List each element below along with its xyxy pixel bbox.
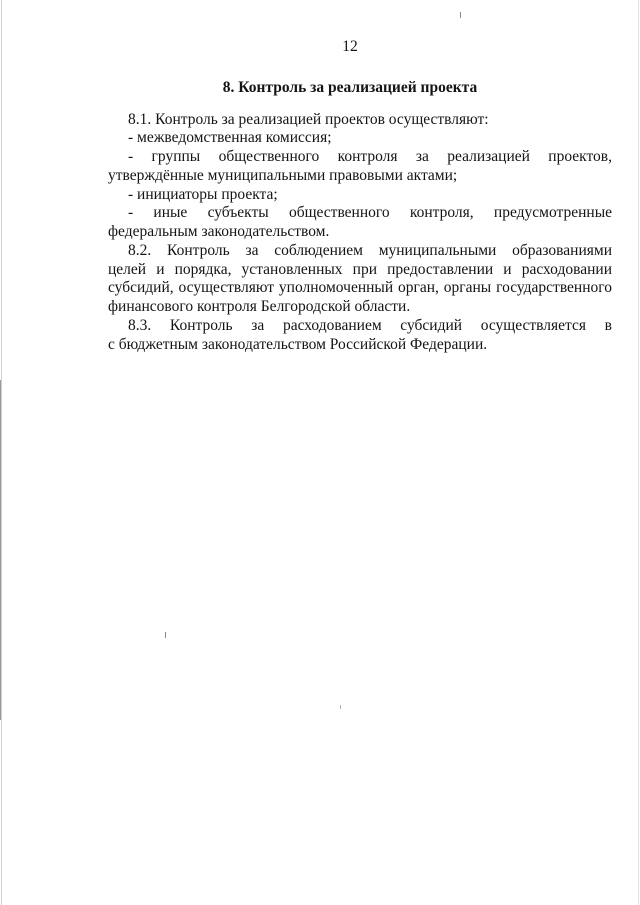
list-item: - группы общественного контроля за реализацией проектов,	[128, 148, 612, 166]
scan-edge-right	[638, 0, 639, 905]
section-heading: 8. Контроль за реализацией проекта	[222, 79, 478, 96]
text-line: 8.3. Контроль за расходованием субсидий осуществляется в	[128, 316, 612, 334]
text-line: 8.2. Контроль за соблюдением муниципальными образованиями	[128, 241, 612, 259]
scan-edge-left-shadow	[0, 380, 1, 720]
paragraph-8-1	[108, 111, 612, 242]
scan-speck	[340, 705, 341, 709]
scan-edge-left	[1, 0, 2, 905]
text-line: целей и порядка, установленных при предоставлении и расходовании	[108, 260, 612, 278]
list-item: - иные субъекты общественного контроля, предусмотренные	[128, 204, 612, 222]
text-line: с бюджетным законодательством Российской Федерации.	[108, 335, 488, 353]
list-item: - межведомственная комиссия;	[128, 129, 332, 147]
paragraph-8-3	[108, 317, 612, 355]
list-item: - инициаторы проекта;	[128, 185, 278, 203]
scan-speck	[460, 12, 461, 18]
paragraph-8-2	[108, 242, 612, 317]
text-line: финансового контроля Белгородской области.	[108, 298, 411, 316]
page-number: 12	[342, 38, 358, 55]
text-line: утверждённые муниципальными правовыми актами;	[108, 166, 458, 184]
section-body	[108, 111, 612, 355]
scan-speck	[165, 632, 166, 638]
text-line: федеральным законодательством.	[108, 223, 330, 241]
text-line: субсидий, осуществляют уполномоченный орган, органы государственного	[108, 279, 612, 297]
text-line: 8.1. Контроль за реализацией проектов осуществляют:	[128, 110, 489, 128]
